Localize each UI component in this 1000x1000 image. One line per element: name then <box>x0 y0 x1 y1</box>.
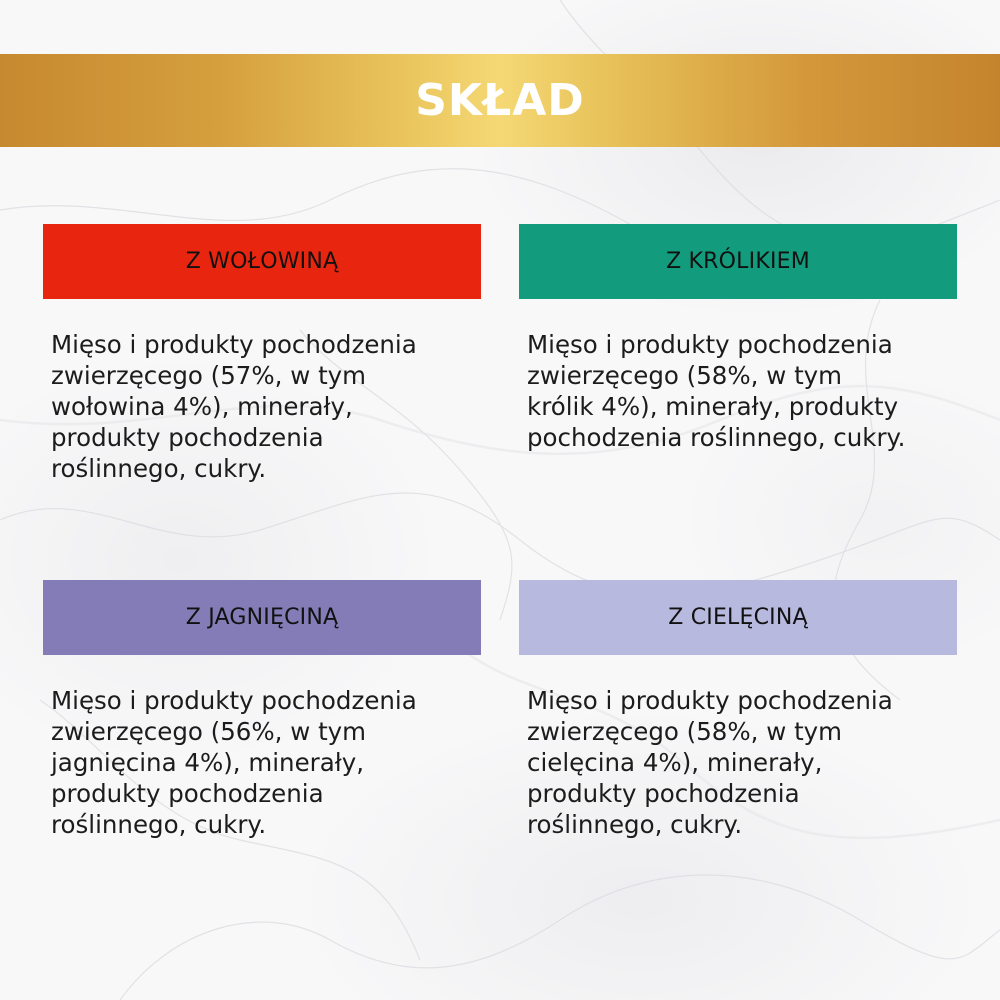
card-header-label: Z CIELĘCINĄ <box>668 605 808 630</box>
card-header-label: Z KRÓLIKIEM <box>666 249 810 274</box>
card-header <box>519 580 957 655</box>
card-ingredients: Mięso i produkty pochodzenia zwierzęcego (57%, w tym wołowina 4%), minerały, produkty pochodzenia roślinnego, cukry. <box>51 330 417 483</box>
title-banner <box>0 54 1000 147</box>
card-jagniecina <box>43 580 481 840</box>
card-ingredients: Mięso i produkty pochodzenia zwierzęcego (58%, w tym królik 4%), minerały, produkty pochodzenia roślinnego, cukry. <box>527 330 906 452</box>
card-cielecina <box>519 580 957 840</box>
card-header-label: Z WOŁOWINĄ <box>185 249 339 274</box>
card-header-label: Z JAGNIĘCINĄ <box>185 605 339 630</box>
card-ingredients: Mięso i produkty pochodzenia zwierzęcego (56%, w tym jagnięcina 4%), minerały, produkty pochodzenia roślinnego, cukry. <box>51 686 417 839</box>
card-ingredients: Mięso i produkty pochodzenia zwierzęcego (58%, w tym cielęcina 4%), minerały, produkty pochodzenia roślinnego, cukry. <box>527 686 893 839</box>
banner-title: SKŁAD <box>415 75 585 126</box>
card-header <box>519 224 957 299</box>
card-header <box>43 580 481 655</box>
card-header <box>43 224 481 299</box>
card-krolikiem <box>519 224 957 453</box>
card-wolowina <box>43 224 481 484</box>
